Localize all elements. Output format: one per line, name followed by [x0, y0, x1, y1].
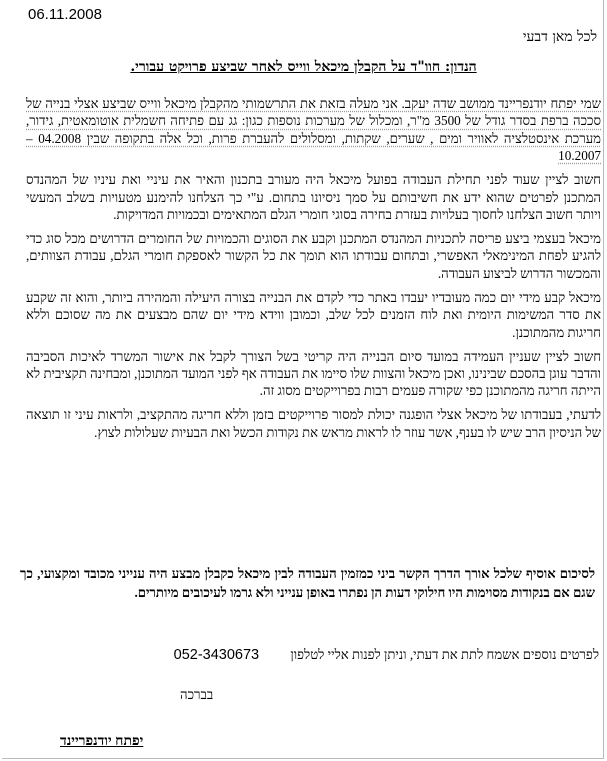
paragraph-materials: מיכאל בעצמי ביצע פריסה לתכניות המהנדס המתכנן וקבע את הסוגים והכמויות של החומרים הדרושים מכל סוג כדי להגיע לפחת המינימאלי האפשרי, ובתחום עבודתו הוא תומך את כל הקשור לאספקת חומרי הגלם, עבודת הצוותים, והמכשור הדרוש לביצוע העבודה.	[26, 231, 601, 281]
paragraph-planning: חשוב לציין שעוד לפני תחילת העבודה בפועל מיכאל היה מעורב בתכנון והאיר את עיניי ואת עיניו של המהנדס המתכנן לפרטים שהוא ידע את חשיבותם על סמך ניסיונו בתחום. ע"י כך הצלחנו להימנע מטעויות בשלב המעשי ויותר חשוב הצלחנו לחסוך בעלויות בעזרת בחירה בסוגי חומרי הגלם המתאימים ובכמויות המדויקות.	[26, 172, 601, 223]
subject-line: הנדון: חוו"ד על הקבלן מיכאל ווייס לאחר שביצע פרויקט עבורי.	[130, 59, 477, 75]
addressee: לכל מאן דבעי	[522, 29, 597, 45]
paragraph-intro: שמי יפתח יודנפריינד ממושב שדה יעקב. אני מעלה בזאת את התרשמותי מהקבלן מיכאל ווייס שביצע אצלי בנייה של סככה ברפת בסדר גודל של 3500 מ"ר, ומכלול של מערכות נוספות כגון: גג עם פתיחה חשמלית אוטומאטית, גידור, מערכת אינסטלציה לאוויר ומים , שערים, שקתות, ומסלולים להעברת פרות, וכל אלה בתקופה שבין 04.2008 – 10.2007	[26, 96, 602, 164]
phone-number: 052-3430673	[173, 647, 260, 663]
paragraph-deadline: חשוב לציין שעניין העמידה במועד סיום הבנייה היה קריטי בשל הצורך לקבל את אישור המשרד לאיכות הסביבה והדבר עוגן בהסכם שבינינו, ואכן מיכאל והצוות שלו סיימו את העבודה אף לפני המועד המתוכנן, ומבחינה תקציבית לא הייתה חריגה מהמתוכנן כפי שקורה פעמים רבות בפרוייקטים מסוג זה.	[26, 348, 601, 399]
paragraph-opinion: לדעתי, בעבודתו של מיכאל אצלי הופגנה יכולת למסור פרוייקטים בזמן וללא חריגה מהתקציב, ולראות עיני זו תוצאה של הניסיון הרב שיש לו בענף, אשר עוזר לו לראות מראש את נקודות הכשל ואת הבעיות שעלולות לצוץ.	[26, 407, 601, 440]
contact-line	[26, 647, 599, 663]
signature-name: יפתח יודנפריינד	[60, 734, 144, 749]
paragraph-schedule: מיכאל קבע מידי יום כמה מעובדיו יעבדו באתר כדי לקדם את הבנייה בצורה היעילה והמהירה ביותר, והוא זה שקבע את סדר המשימות היומית ואת לוח הזמנים לכל שלב, וכמובן ווידא מידי יום שהם מבצעים את מה שסוכם וללא חריגות מהמתוכנן.	[26, 289, 601, 340]
regards: בברכה	[180, 687, 214, 702]
letter-body	[26, 95, 601, 448]
contact-text: לפרטים נוספים אשמח לתת את דעתי, וניתן לפנות אליי לטלפון	[290, 647, 599, 662]
closing-summary: לסיכום אוסיף שלכל אורך הדרך הקשר ביני כמזמין העבודה לבין מיכאל כקבלן מבצע היה ענייני מכובד ומקצועי, כך שגם אם בנקודות מסוימות היו חילוקי דעות הן נפתרו באופן ענייני ולא גרמו לעיכובים מיותרים.	[20, 566, 595, 600]
letter-date: 06.11.2008	[28, 6, 102, 23]
